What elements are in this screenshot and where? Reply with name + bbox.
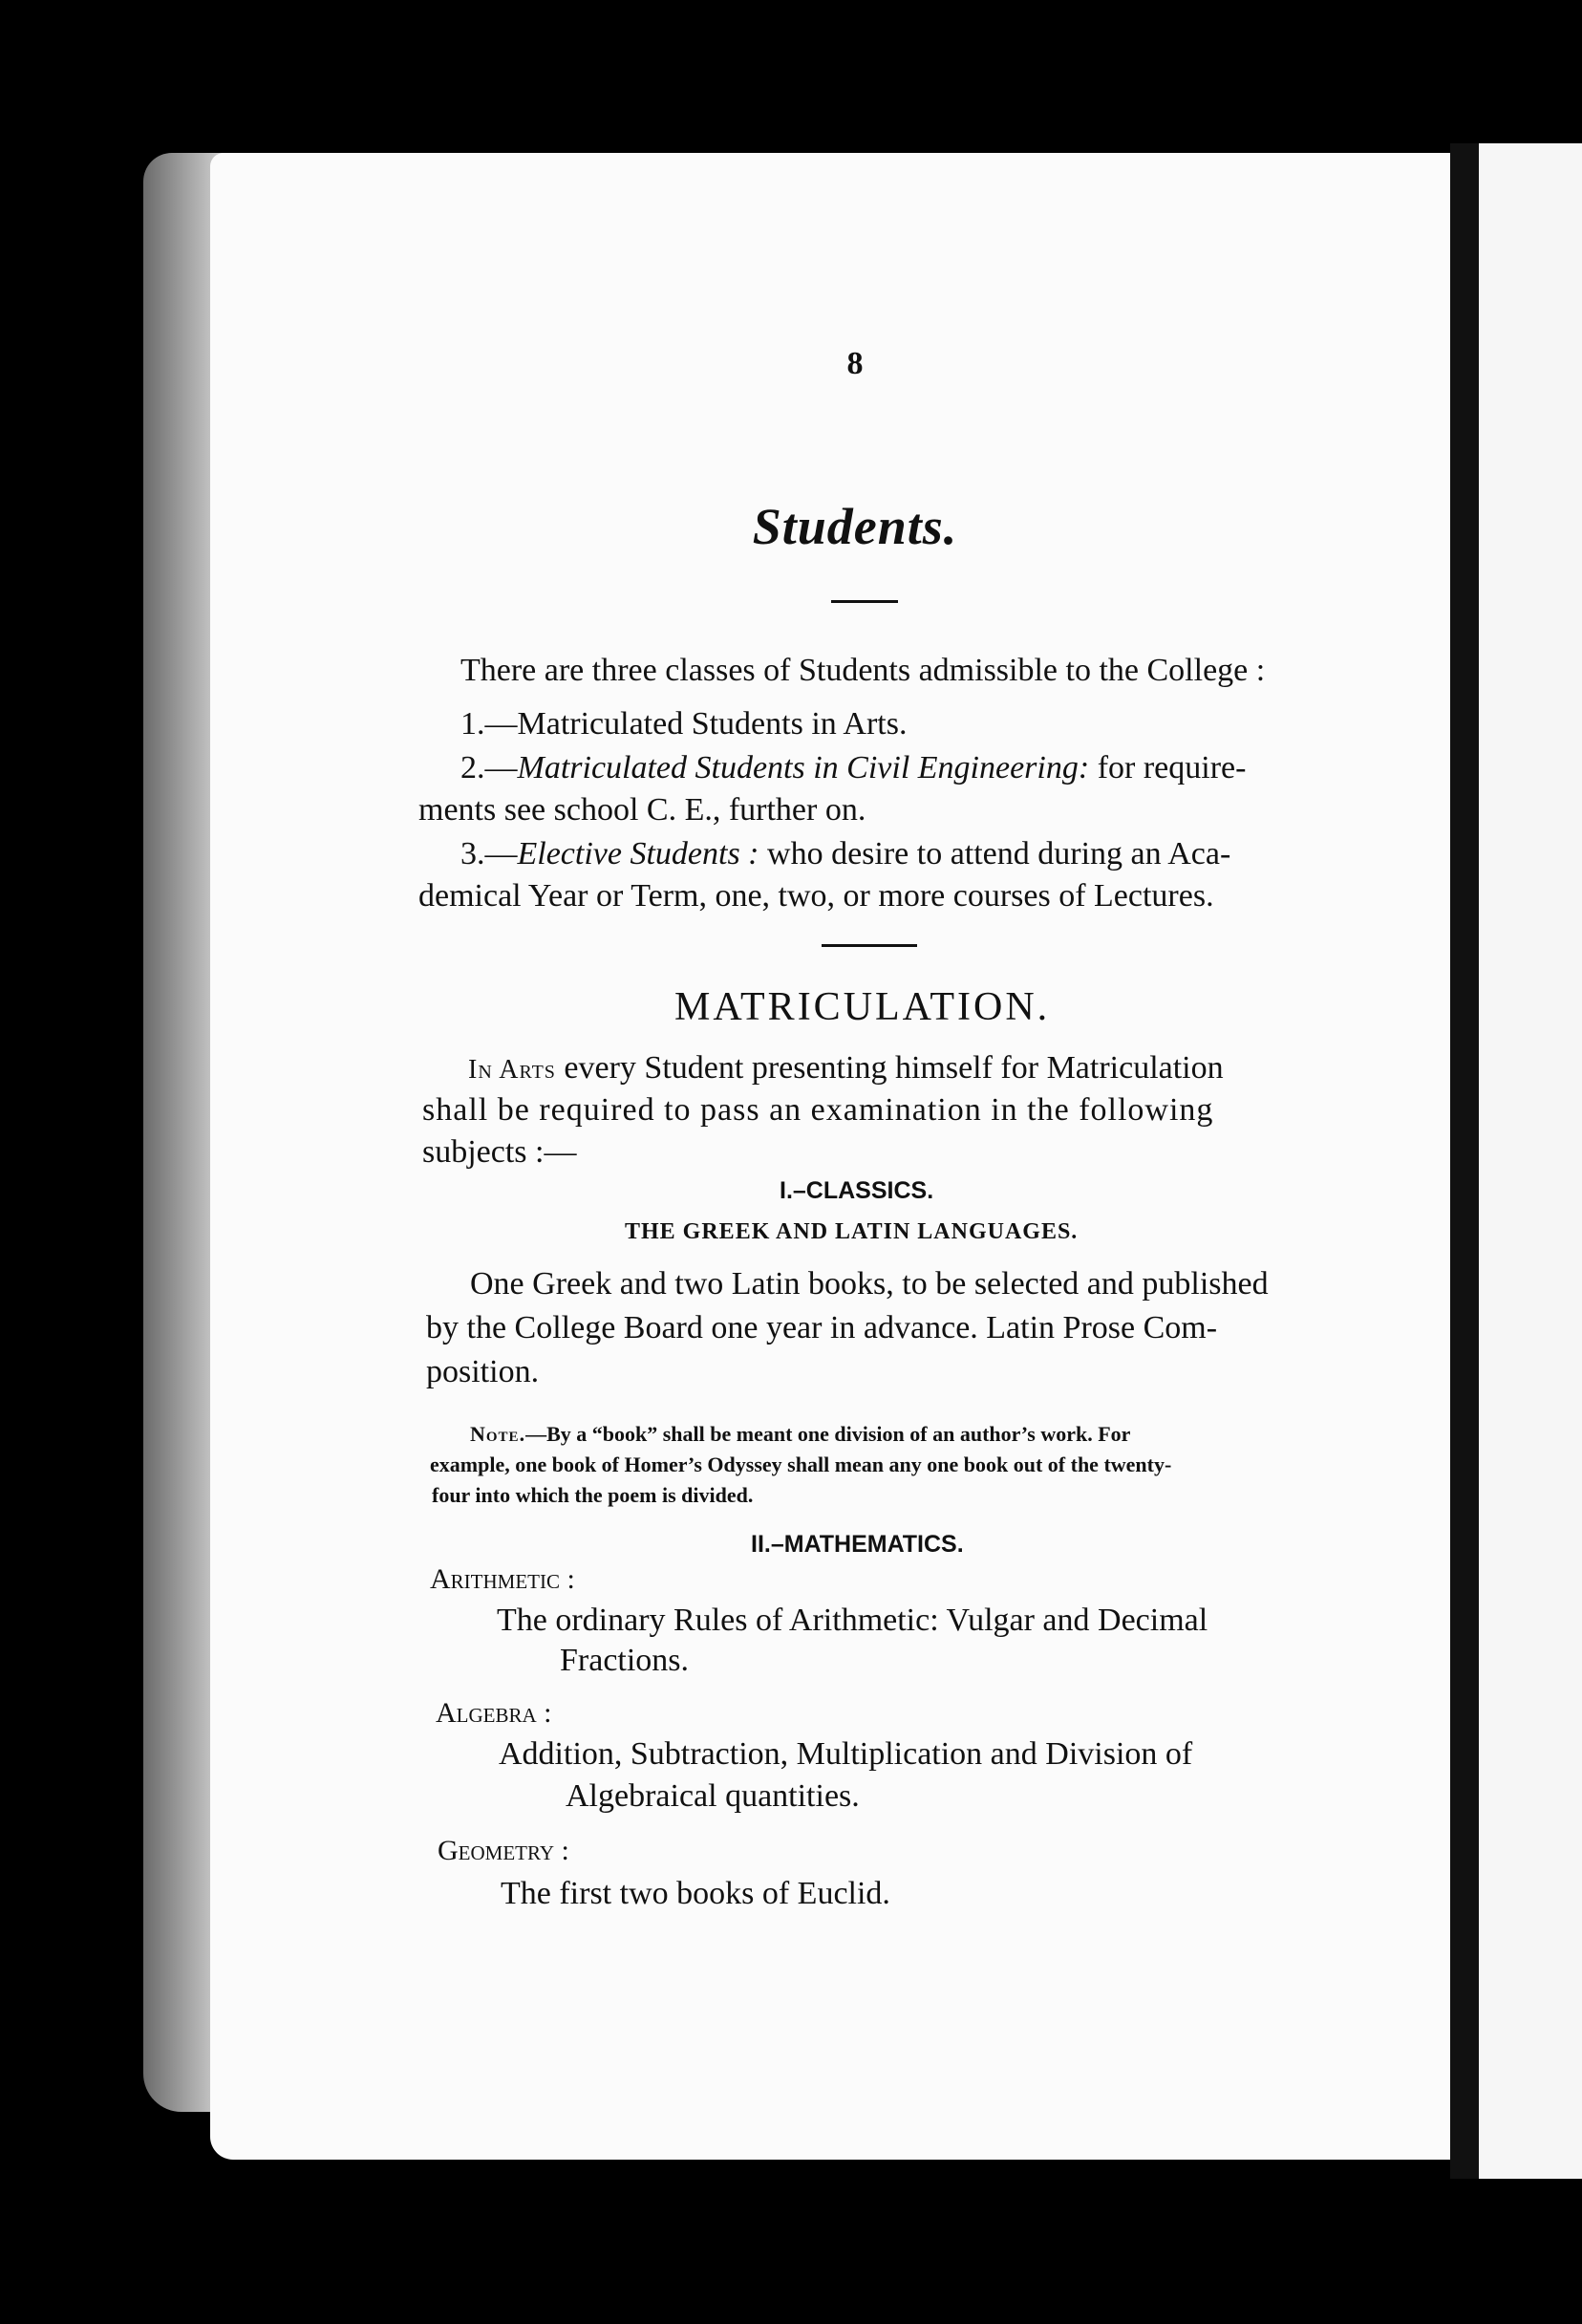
student-class-2 (460, 747, 1246, 789)
item-text: Matriculated Students in Arts. (517, 706, 908, 742)
item-number: 1.— (460, 706, 518, 742)
student-class-3-cont: demical Year or Term, one, two, or more courses of Lectures. (418, 878, 1214, 914)
note-line3: four into which the poem is divided. (432, 1483, 754, 1507)
item-title: Matriculated Students in Civil Engineering: (517, 750, 1090, 785)
arithmetic-line1: The ordinary Rules of Arithmetic: Vulgar and Decimal (497, 1603, 1208, 1638)
arithmetic-label: Arithmetic : (430, 1563, 575, 1595)
student-class-1 (460, 703, 907, 745)
note-lead: Note. (470, 1422, 526, 1446)
note-line1 (470, 1418, 1130, 1451)
matriculation-heading: MATRICULATION. (674, 985, 1051, 1029)
classics-line3: position. (426, 1354, 540, 1389)
intro-rest: every Student presenting himself for Matriculation (564, 1050, 1224, 1086)
arithmetic-line2: Fractions. (560, 1643, 690, 1678)
item-title: Elective Students : (517, 836, 759, 872)
matriculation-intro-line2: shall be required to pass an examination in the following (422, 1092, 1214, 1128)
scanned-page (210, 153, 1471, 2160)
item-text: who desire to attend during an Aca- (767, 836, 1231, 872)
algebra-line1: Addition, Subtraction, Multiplication and Division of (499, 1736, 1193, 1772)
intro-lead: In Arts (468, 1055, 556, 1085)
algebra-line2: Algebraical quantities. (566, 1778, 860, 1814)
geometry-line1: The first two books of Euclid. (501, 1876, 890, 1911)
section-rule (822, 944, 917, 947)
item-number: 3.— (460, 836, 518, 872)
note-line2: example, one book of Homer’s Odyssey shall mean any one book out of the twenty- (430, 1452, 1172, 1476)
student-class-3 (460, 833, 1230, 875)
geometry-label: Geometry : (438, 1835, 569, 1866)
students-heading: Students. (752, 498, 958, 555)
item-text: for require- (1097, 750, 1247, 785)
students-intro: There are three classes of Students admissible to the College : (460, 653, 1266, 688)
classics-subheading: THE GREEK AND LATIN LANGUAGES. (625, 1219, 1079, 1244)
matriculation-intro-line1 (468, 1047, 1224, 1091)
heading-rule (831, 600, 898, 603)
classics-heading: I.–CLASSICS. (780, 1177, 934, 1204)
matriculation-intro-line3: subjects :— (422, 1134, 577, 1170)
item-number: 2.— (460, 750, 518, 785)
classics-line2: by the College Board one year in advance. Latin Prose Com- (426, 1310, 1218, 1345)
student-class-2-cont: ments see school C. E., further on. (418, 792, 866, 828)
page-number: 8 (846, 346, 864, 381)
note-text: —By a “book” shall be meant one division of an author’s work. For (525, 1422, 1131, 1446)
mathematics-heading: II.–MATHEMATICS. (751, 1531, 964, 1558)
book-gutter (1450, 143, 1479, 2179)
algebra-label: Algebra : (436, 1697, 552, 1729)
facing-page-edge (1479, 143, 1582, 2179)
classics-line1: One Greek and two Latin books, to be selected and published (470, 1266, 1269, 1302)
